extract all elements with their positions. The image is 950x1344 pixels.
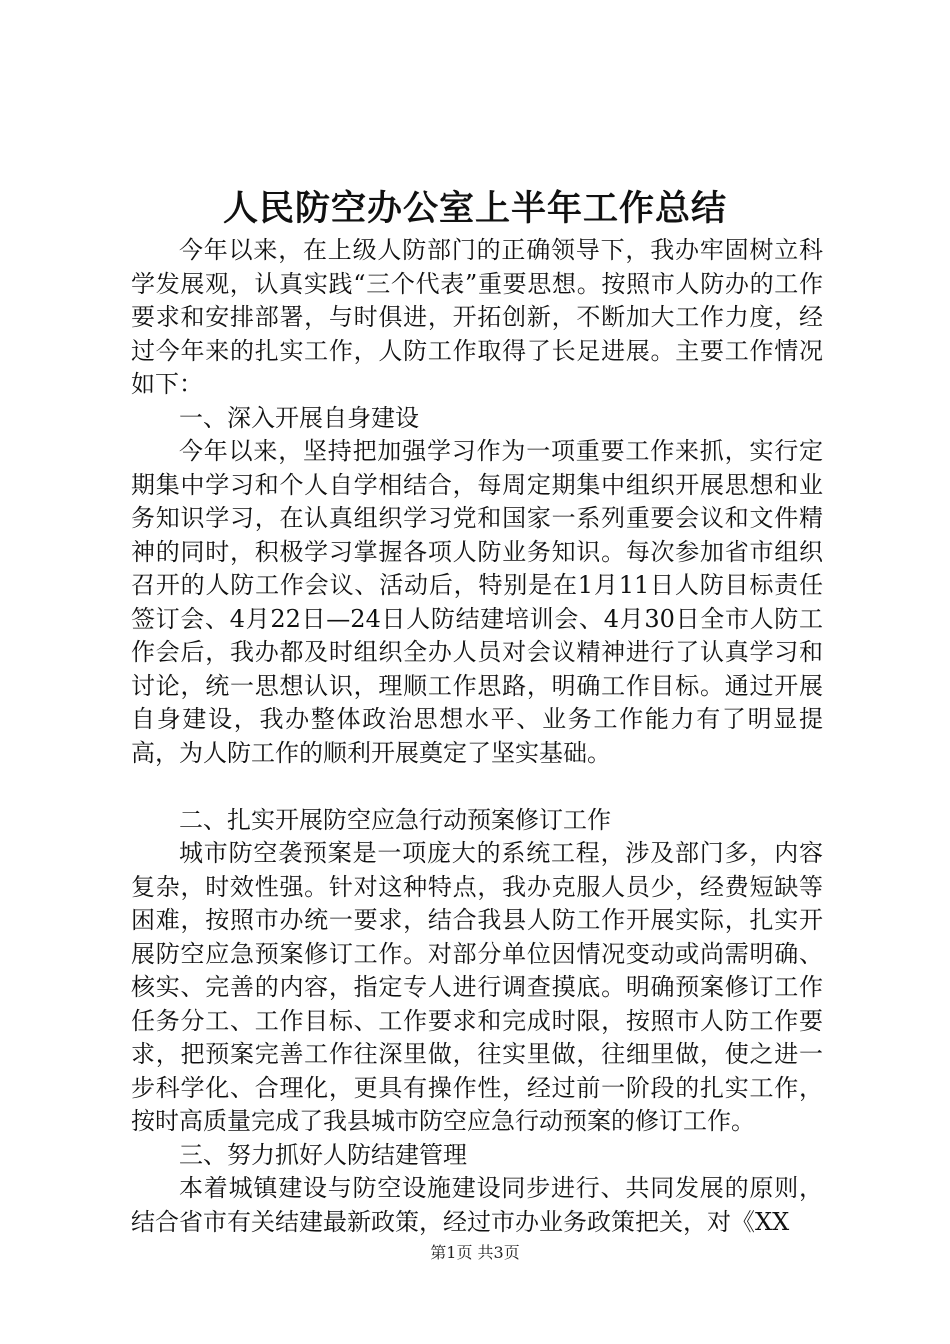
section-1-paragraph: 今年以来，坚持把加强学习作为一项重要工作来抓，实行定期集中学习和个人自学相结合，每周定期集中组织开展思想和业务知识学习，在认真组织学习党和国家一系列重要会议和文件精神的同时，积极学习掌握各项人防业务知识。每次参加省市组织召开的人防工作会议、活动后，特别是在1月11日人防目标责任签订会、4月22日—24日人防结建培训会、4月30日全市人防工作会后，我办都及时组织全办人员对会议精神进行了认真学习和讨论，统一思想认识，理顺工作思路，明确工作目标。通过开展自身建设，我办整体政治思想水平、业务工作能力有了明显提高，为人防工作的顺利开展奠定了坚实基础。 (131, 437, 823, 767)
section-heading-2: 二、扎实开展防空应急行动预案修订工作 (179, 805, 611, 834)
intro-paragraph: 今年以来，在上级人防部门的正确领导下，我办牢固树立科学发展观，认真实践“三个代表”重要思想。按照市人防办的工作要求和安排部署，与时俱进，开拓创新，不断加大工作力度，经过今年来的扎实工作，人防工作取得了长足进展。主要工作情况如下： (131, 236, 823, 398)
document-title: 人民防空办公室上半年工作总结 (222, 188, 727, 229)
paragraph-spacer (131, 770, 823, 804)
section-3-paragraph: 本着城镇建设与防空设施建设同步进行、共同发展的原则，结合省市有关结建最新政策，经过市办业务政策把关，对《XX (131, 1174, 823, 1236)
section-heading-1: 一、深入开展自身建设 (179, 403, 419, 432)
document-body (131, 234, 823, 1239)
section-heading-3: 三、努力抓好人防结建管理 (179, 1140, 467, 1169)
section-2-paragraph: 城市防空袭预案是一项庞大的系统工程，涉及部门多，内容复杂，时效性强。针对这种特点，我办克服人员少，经费短缺等困难，按照市办统一要求，结合我县人防工作开展实际，扎实开展防空应急预案修订工作。对部分单位因情况变动或尚需明确、核实、完善的内容，指定专人进行调查摸底。明确预案修订工作任务分工、工作目标、工作要求和完成时限，按照市人防工作要求，把预案完善工作往深里做，往实里做，往细里做，使之进一步科学化、合理化，更具有操作性，经过前一阶段的扎实工作，按时高质量完成了我县城市防空应急行动预案的修订工作。 (131, 839, 823, 1135)
page-footer: 第1页 共3页 (430, 1243, 520, 1262)
